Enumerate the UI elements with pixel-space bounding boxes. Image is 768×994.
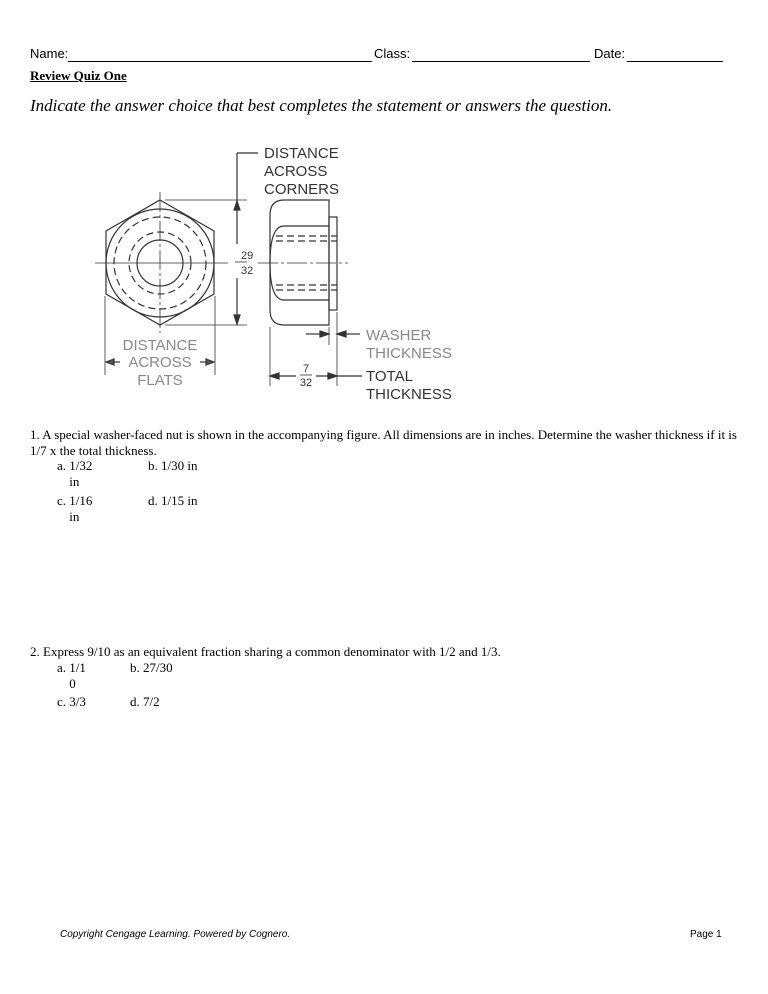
instructions: Indicate the answer choice that best completes the statement or answers the question. [30, 96, 613, 115]
flats-label-1: DISTANCE [122, 337, 198, 354]
flats-label-2: ACROSS [128, 354, 192, 371]
question-1-text: 1. A special washer-faced nut is shown in the accompanying figure. All dimensions are in inches. Determine the washer thickness if it is 1/7 x the total thickness. [30, 427, 737, 458]
date-label: Date: [594, 46, 626, 61]
choice-2b[interactable] [130, 660, 173, 676]
page-number: Page 1 [690, 929, 722, 940]
choice-letter: d. [148, 493, 158, 508]
total-label-1: TOTAL [366, 368, 413, 385]
choice-letter: a. [57, 458, 67, 473]
choice-text: 1/16 in [69, 493, 93, 524]
choice-letter: b. [130, 660, 140, 675]
choice-letter: c. [57, 694, 67, 709]
choice-letter: c. [57, 493, 67, 508]
choice-2a[interactable] [57, 660, 117, 692]
choice-2c[interactable] [57, 694, 86, 710]
corners-label-1: DISTANCE [264, 145, 339, 162]
copyright: Copyright Cengage Learning. Powered by Cognero. [60, 929, 291, 940]
total-dim-den: 32 [299, 377, 313, 389]
choice-letter: b. [148, 458, 158, 473]
side-view [258, 200, 362, 386]
choice-text: 1/15 in [161, 493, 198, 508]
choice-text: 3/3 [69, 694, 86, 709]
flats-label-3: FLATS [137, 372, 183, 389]
choice-letter: a. [57, 660, 67, 675]
choice-1b[interactable] [148, 458, 197, 474]
choice-text: 7/2 [143, 694, 160, 709]
corners-dim-den: 32 [241, 265, 254, 277]
corners-label-2: ACROSS [264, 163, 328, 180]
choice-text: 1/10 [69, 660, 86, 691]
choice-text: 27/30 [143, 660, 173, 675]
corners-label-3: CORNERS [264, 181, 340, 198]
washer-nut-figure [0, 0, 768, 420]
choice-text: 1/30 in [161, 458, 198, 473]
washer-label-1: WASHER [366, 327, 432, 344]
choice-1a[interactable] [57, 458, 117, 490]
washer-label-2: THICKNESS [366, 345, 452, 362]
choice-2d[interactable] [130, 694, 160, 710]
choice-1d[interactable] [148, 493, 197, 509]
choice-letter: d. [130, 694, 140, 709]
choice-1c[interactable] [57, 493, 117, 525]
total-label-2: THICKNESS [366, 386, 452, 403]
question-2-text: 2. Express 9/10 as an equivalent fraction sharing a common denominator with 1/2 and 1/3. [30, 644, 501, 659]
choice-text: 1/32 in [69, 458, 93, 489]
corners-dim-num: 29 [241, 250, 254, 262]
name-label: Name: [30, 46, 69, 61]
total-dim-num: 7 [302, 363, 310, 375]
quiz-title: Review Quiz One [30, 68, 127, 83]
class-label: Class: [374, 46, 411, 61]
